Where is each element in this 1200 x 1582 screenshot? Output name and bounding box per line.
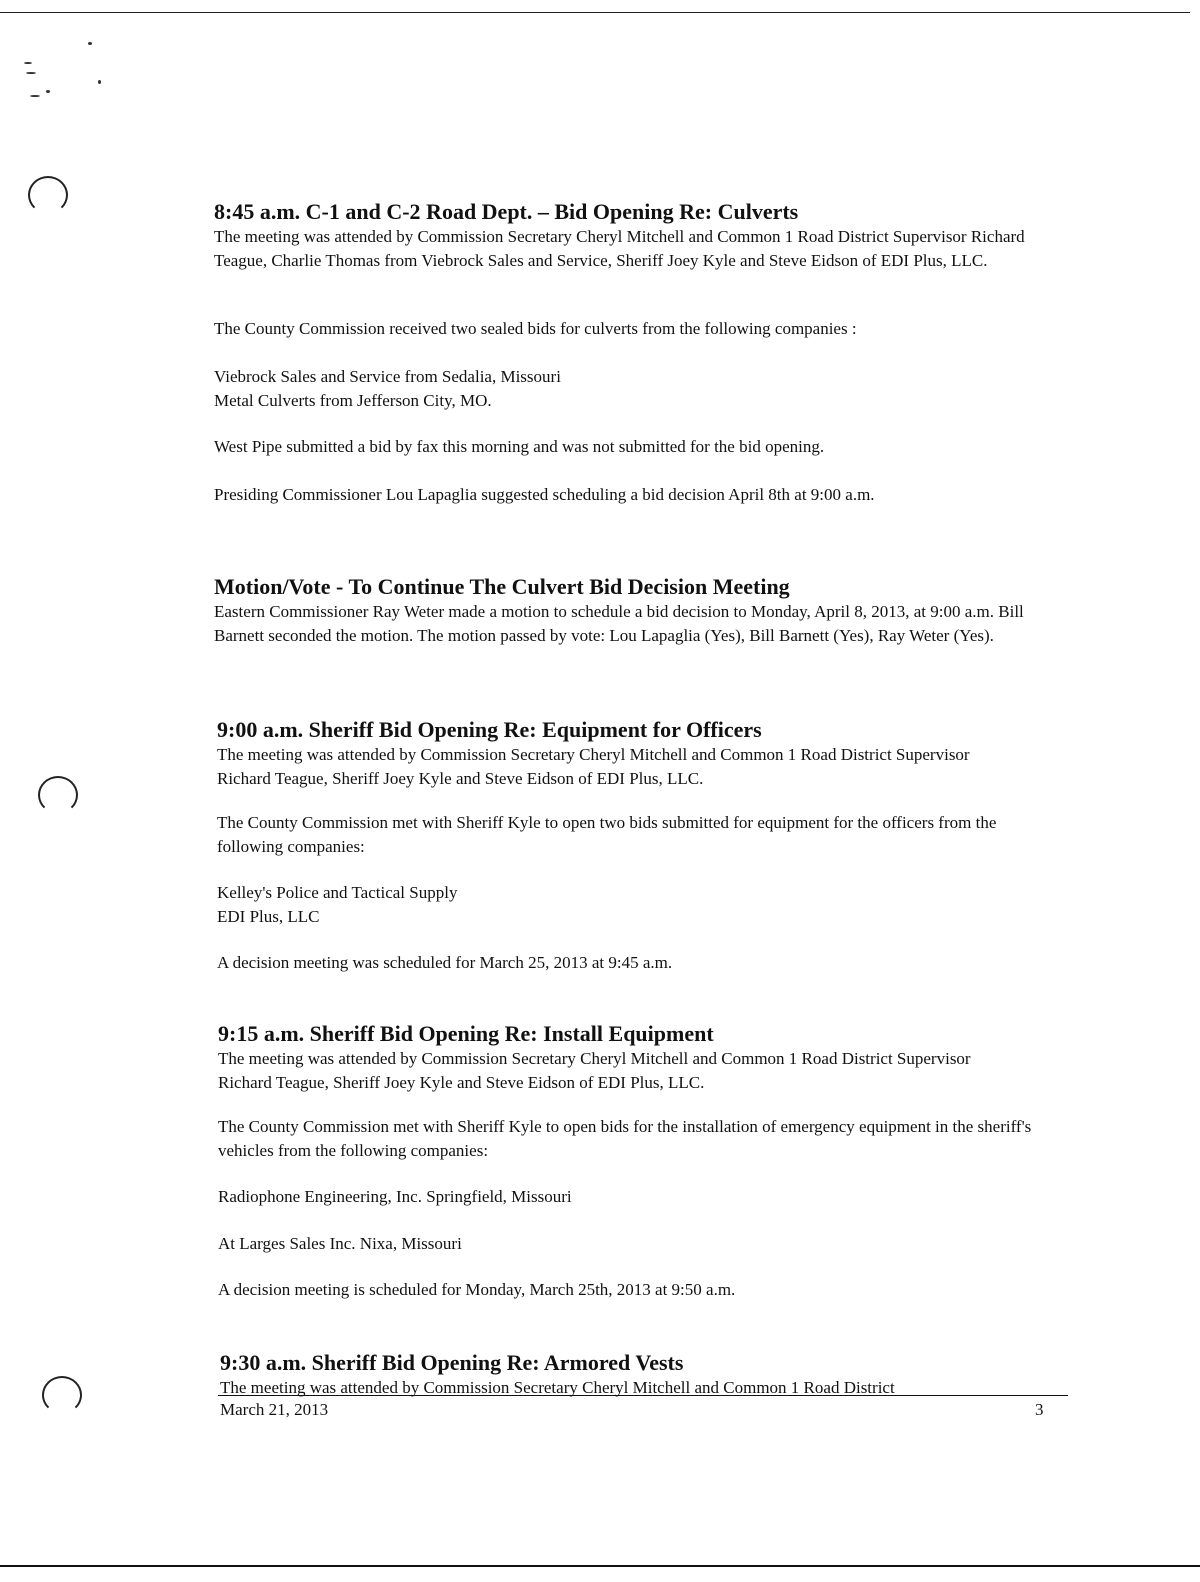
company-item: At Larges Sales Inc. Nixa, Missouri: [218, 1234, 462, 1253]
company-item: Radiophone Engineering, Inc. Springfield, Missouri: [218, 1187, 572, 1206]
footer-date: March 21, 2013: [220, 1400, 329, 1419]
scan-speck: [98, 80, 101, 84]
section-armored-vests: [220, 1350, 1070, 1400]
page-number: 3: [1035, 1400, 1044, 1419]
scan-speck: [26, 72, 36, 74]
section-culverts: [214, 199, 1064, 507]
motion-paragraph: Eastern Commissioner Ray Weter made a motion to schedule a bid decision to Monday, April 8, 2013, at 9:00 a.m. Bill Barnett seconded the motion. The motion passed by vote: Lou Lapaglia (Yes), Bill Barnett (Yes), Ray Weter (Yes).: [214, 602, 1024, 645]
intro-paragraph: The County Commission met with Sheriff Kyle to open two bids submitted for equipment for the officers from the following companies:: [217, 813, 997, 856]
binder-hole-icon: [38, 776, 78, 814]
scan-speck: [46, 90, 50, 93]
note-paragraph: West Pipe submitted a bid by fax this morning and was not submitted for the bid opening.: [214, 437, 825, 456]
section-heading: 9:15 a.m. Sheriff Bid Opening Re: Install Equipment: [218, 1021, 714, 1046]
section-heading: 9:30 a.m. Sheriff Bid Opening Re: Armored Vests: [220, 1350, 684, 1375]
scan-speck: [24, 62, 32, 64]
attendance-paragraph: The meeting was attended by Commission Secretary Cheryl Mitchell and Common 1 Road District Supervisor Richard Teague, Sheriff Joey Kyle and Steve Eidson of EDI Plus, LLC.: [218, 1049, 971, 1092]
closing-paragraph: A decision meeting was scheduled for March 25, 2013 at 9:45 a.m.: [217, 953, 673, 972]
section-heading: 8:45 a.m. C-1 and C-2 Road Dept. – Bid Opening Re: Culverts: [214, 199, 799, 224]
intro-paragraph: The County Commission met with Sheriff Kyle to open bids for the installation of emergency equipment in the sheriff's vehicles from the following companies:: [218, 1117, 1032, 1160]
attendance-paragraph: The meeting was attended by Commission Secretary Cheryl Mitchell and Common 1 Road District Supervisor Richard Teague, Sheriff Joey Kyle and Steve Eidson of EDI Plus, LLC.: [217, 745, 970, 788]
closing-paragraph: A decision meeting is scheduled for Monday, March 25th, 2013 at 9:50 a.m.: [218, 1280, 736, 1299]
footer-rule: [218, 1395, 1068, 1396]
company-item: Metal Culverts from Jefferson City, MO.: [214, 391, 492, 410]
scan-speck: [88, 42, 92, 45]
section-heading: 9:00 a.m. Sheriff Bid Opening Re: Equipment for Officers: [217, 717, 762, 742]
scan-speck: [30, 95, 40, 97]
section-install-equipment: [218, 1021, 1068, 1302]
bottom-scan-rule: [0, 1565, 1200, 1567]
company-item: Kelley's Police and Tactical Supply: [217, 883, 458, 902]
section-motion-vote: [214, 574, 1064, 648]
binder-hole-icon: [28, 176, 68, 214]
section-equipment-officers: [217, 717, 1067, 975]
company-item: Viebrock Sales and Service from Sedalia, Missouri: [214, 367, 561, 386]
closing-paragraph: Presiding Commissioner Lou Lapaglia suggested scheduling a bid decision April 8th at 9:00 a.m.: [214, 485, 875, 504]
binder-hole-icon: [42, 1376, 82, 1414]
intro-paragraph: The County Commission received two sealed bids for culverts from the following companies :: [214, 319, 857, 338]
top-scan-rule: [0, 12, 1190, 13]
section-heading: Motion/Vote - To Continue The Culvert Bid Decision Meeting: [214, 574, 790, 599]
attendance-paragraph: The meeting was attended by Commission Secretary Cheryl Mitchell and Common 1 Road District Supervisor Richard Teague, Charlie Thomas from Viebrock Sales and Service, Sheriff Joey Kyle and Steve Eidson of EDI Plus, LLC.: [214, 227, 1025, 270]
attendance-paragraph: The meeting was attended by Commission Secretary Cheryl Mitchell and Common 1 Road District: [220, 1378, 895, 1397]
company-item: EDI Plus, LLC: [217, 907, 320, 926]
